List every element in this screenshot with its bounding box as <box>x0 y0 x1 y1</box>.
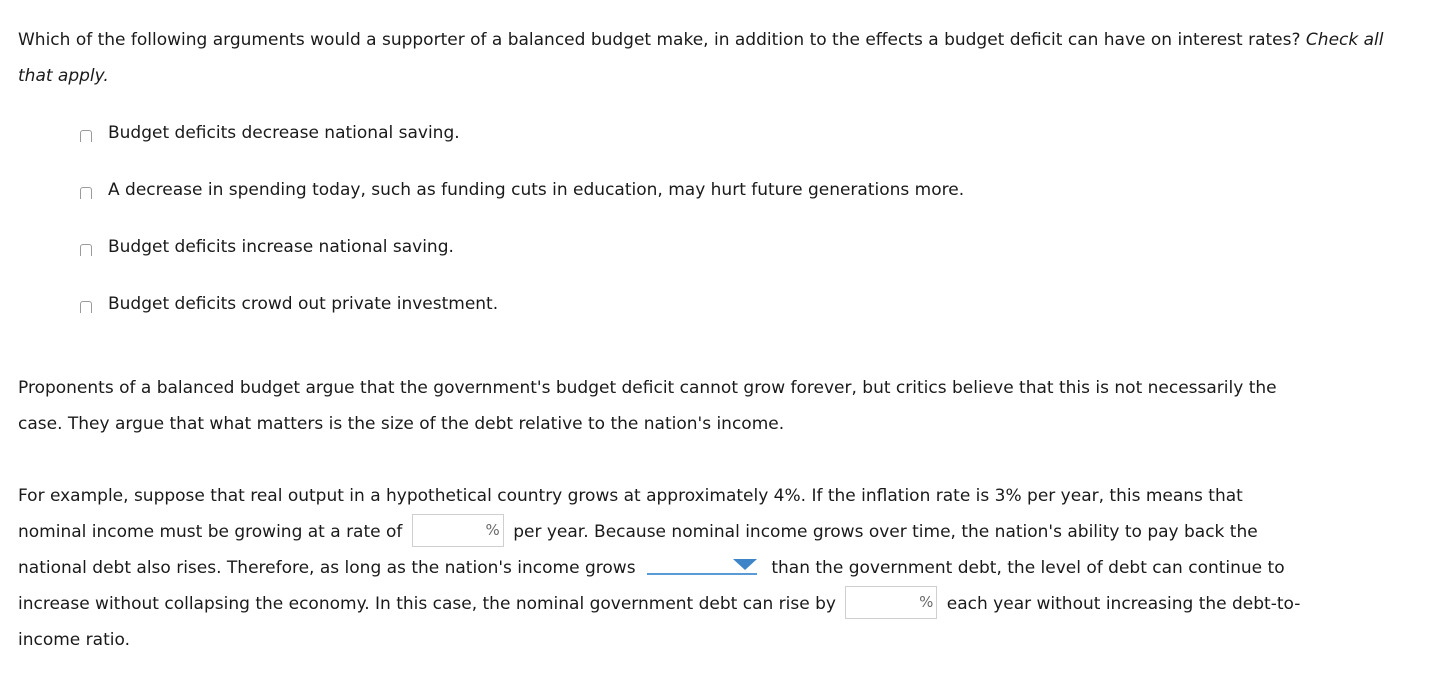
example-line-3 <box>18 550 1418 586</box>
option-4-label: Budget deficits crowd out private investment. <box>108 294 499 314</box>
percent-sign: % <box>485 521 500 539</box>
option-1[interactable] <box>80 118 1180 148</box>
example-line-4-start: increase without collapsing the economy. In this case, the nominal government debt can rise by <box>18 594 836 614</box>
option-4[interactable] <box>80 289 1180 319</box>
example-line-2 <box>18 514 1418 550</box>
critics-paragraph <box>18 370 1398 442</box>
dropdown-arrow-icon[interactable] <box>733 559 757 570</box>
example-line-5: income ratio. <box>18 630 130 650</box>
option-4-checkbox[interactable] <box>80 301 92 313</box>
question-text: Which of the following arguments would a supporter of a balanced budget make, in addition to the effects a budget deficit can have on interest rates? <box>18 30 1301 50</box>
debt-growth-rate-input[interactable] <box>853 588 919 616</box>
option-2-label: A decrease in spending today, such as funding cuts in education, may hurt future generations more. <box>108 180 965 200</box>
example-line-4-end: each year without increasing the debt-to- <box>946 594 1301 614</box>
example-line-3-start: national debt also rises. Therefore, as long as the nation's income grows <box>18 558 636 578</box>
example-line-4 <box>18 586 1418 622</box>
critics-paragraph-line-2: case. They argue that what matters is the size of the debt relative to the nation's income. <box>18 414 785 434</box>
example-paragraph <box>18 478 1418 658</box>
option-2[interactable] <box>80 175 1180 205</box>
critics-paragraph-line-1: Proponents of a balanced budget argue that the government's budget deficit cannot grow forever, but critics believe that this is not necessarily the <box>18 378 1277 398</box>
debt-growth-rate-field[interactable] <box>845 586 937 619</box>
option-1-label: Budget deficits decrease national saving. <box>108 123 460 143</box>
option-2-checkbox[interactable] <box>80 187 92 199</box>
nominal-income-rate-input[interactable] <box>420 516 486 544</box>
example-line-1: For example, suppose that real output in a hypothetical country grows at approximately 4%. If the inflation rate is 3% per year, this means that <box>18 486 1243 506</box>
growth-comparison-dropdown[interactable] <box>647 553 757 575</box>
question-instruction: Check all that apply. <box>18 30 1384 86</box>
example-line-2-start: nominal income must be growing at a rate of <box>18 522 403 542</box>
question-prompt <box>18 22 1398 94</box>
nominal-income-rate-field[interactable] <box>412 514 504 547</box>
percent-sign: % <box>919 593 934 611</box>
option-1-checkbox[interactable] <box>80 130 92 142</box>
example-line-3-end: than the government debt, the level of debt can continue to <box>771 558 1285 578</box>
example-line-2-end: per year. Because nominal income grows over time, the nation's ability to pay back the <box>513 522 1258 542</box>
option-3-checkbox[interactable] <box>80 244 92 256</box>
option-3-label: Budget deficits increase national saving. <box>108 237 454 257</box>
option-3[interactable] <box>80 232 1180 262</box>
